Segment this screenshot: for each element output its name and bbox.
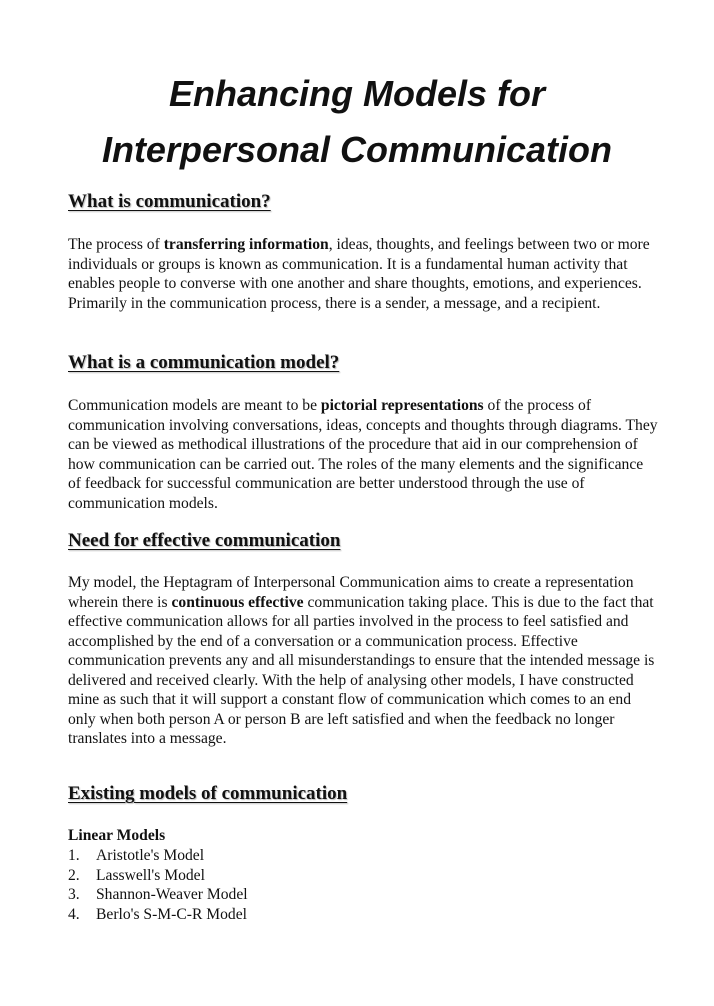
list-number: 2. (68, 866, 80, 884)
bold-phrase: pictorial representations (320, 397, 484, 414)
document-title-line-1: Enhancing Models for (168, 73, 545, 114)
list-item (68, 846, 248, 866)
list-number: 1. (68, 847, 80, 864)
section-heading-what-is-communication: What is communication? (68, 191, 271, 212)
document-title-line-2: Interpersonal Communication (101, 129, 613, 170)
section-heading-effective-communication: Need for effective communication (68, 530, 341, 551)
bold-phrase: transferring information (163, 236, 329, 253)
linear-models-list (68, 846, 248, 924)
linear-models-label: Linear Models (68, 827, 166, 844)
list-item (68, 905, 248, 925)
list-item-text: Lasswell's Model (96, 866, 205, 884)
list-item (68, 885, 248, 905)
list-item (68, 866, 248, 886)
section-heading-communication-model: What is a communication model? (68, 352, 340, 373)
list-item-text: Berlo's S-M-C-R Model (96, 905, 247, 923)
list-number: 3. (68, 886, 80, 903)
list-number: 4. (68, 905, 80, 923)
list-item-text: Shannon-Weaver Model (96, 886, 248, 903)
section-heading-existing-models: Existing models of communication (68, 783, 348, 804)
bold-phrase: continuous effective (171, 593, 304, 611)
section-paragraph-communication-model: Communication models are meant to be pictorial representations of the process of communication involving conversations, ideas, concepts and thoughts through diagrams. They can be viewed as methodical illustrations of the procedure that aid in our comprehension of how communication can be carried out. The roles of the many elements and the significance of feedback for successful communication are better understood through the use of communication models. (68, 397, 658, 512)
list-item-text: Aristotle's Model (96, 847, 205, 864)
section-paragraph-what-is-communication: The process of transferring information, ideas, thoughts, and feelings between two or more individuals or groups is known as communication. It is a fundamental human activity that enables people to converse with one another and share thoughts, emotions, and experiences. Primarily in the communication process, there is a sender, a message, and a recipient. (68, 236, 650, 312)
section-paragraph-effective-communication: My model, the Heptagram of Interpersonal Communication aims to create a representation wherein there is continuous effective communication taking place. This is due to the fact that effective communication allows for all parties involved in the process to feel satisfied and accomplished by the end of a conversation or a communication process. Effective communication prevents any and all misunderstandings to ensure that the intended message is delivered and received clearly. With the help of analysing other models, I have constructed mine as such that it will support a constant flow of communication which comes to an end only when both person A or person B are left satisfied and when the feedback no longer translates into a message. (68, 574, 655, 747)
